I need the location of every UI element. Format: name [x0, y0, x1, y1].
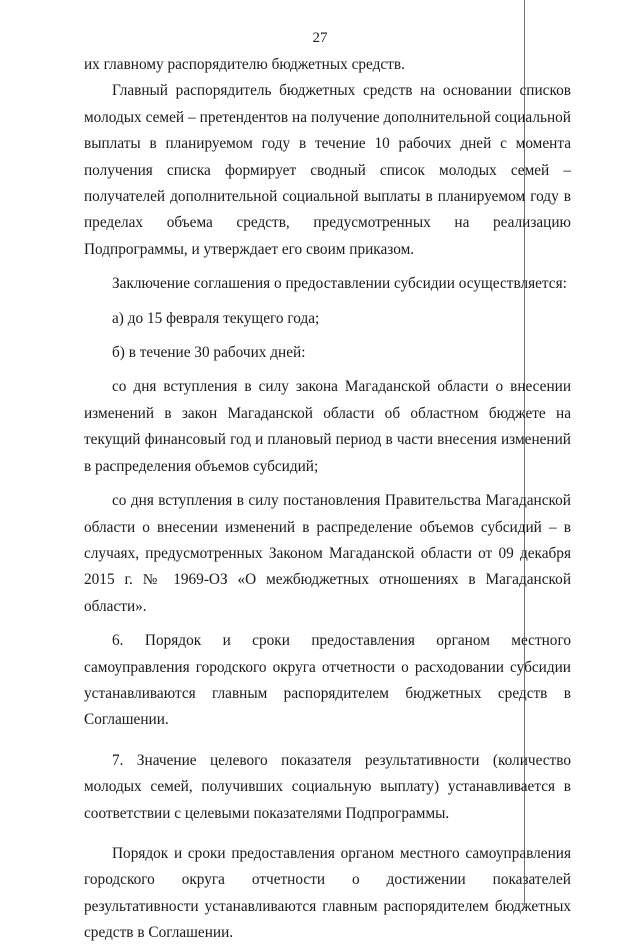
list-item-b: б) в течение 30 рабочих дней: [112, 344, 306, 362]
paragraph-main-distributor: Главный распорядитель бюджетных средств на основании списков молодых семей – претендентов на получение дополнительной социальной выплаты в планируемом году в течение 10 рабочих дней с момента получения списка формирует сводный список молодых семей –получателей дополнительной социальной выплаты в планируемом году в пределах объема средств, предусмотренных на реализацию Подпрограммы, и утверждает его своим приказом. [84, 82, 571, 258]
paragraph-agreement: Заключение соглашения о предоставлении субсидии осуществляется: [112, 275, 567, 293]
list-item-a: а) до 15 февраля текущего года; [112, 309, 320, 327]
paragraph-reporting: Порядок и сроки предоставления органом местного самоуправления городского округа отчетности о достижении показателей результативности устанавливаются главным распорядителем бюджетных средств в Соглашении. [84, 844, 571, 942]
paragraph-item-6: 6. Порядок и сроки предоставления органом местного самоуправления городского округа отчетности о расходовании субсидии устанавливаются главным распорядителем бюджетных средств в Соглашении. [84, 632, 571, 729]
paragraph-continuation: их главному распорядителю бюджетных средств. [84, 56, 405, 73]
document-body [84, 52, 571, 947]
paragraph-law-changes: со дня вступления в силу закона Магаданской области о внесении изменений в закон Магаданской области об областном бюджете на текущий финансовый год и плановый период в части внесения изменений в распределения объемов субсидий; [84, 378, 571, 475]
paragraph-government-resolution: со дня вступления в силу постановления Правительства Магаданской области о внесении изменений в распределение объемов субсидий – в случаях, предусмотренных Законом Магаданской области от 09 декабря 2015 г. № 1969-ОЗ «О межбюджетных отношениях в Магаданской области». [84, 492, 571, 615]
page-number: 27 [312, 30, 328, 46]
paragraph-item-7: 7. Значение целевого показателя результативности (количество молодых семей, получивших социальную выплату) устанавливается в соответствии с целевыми показателями Подпрограммы. [84, 751, 571, 822]
